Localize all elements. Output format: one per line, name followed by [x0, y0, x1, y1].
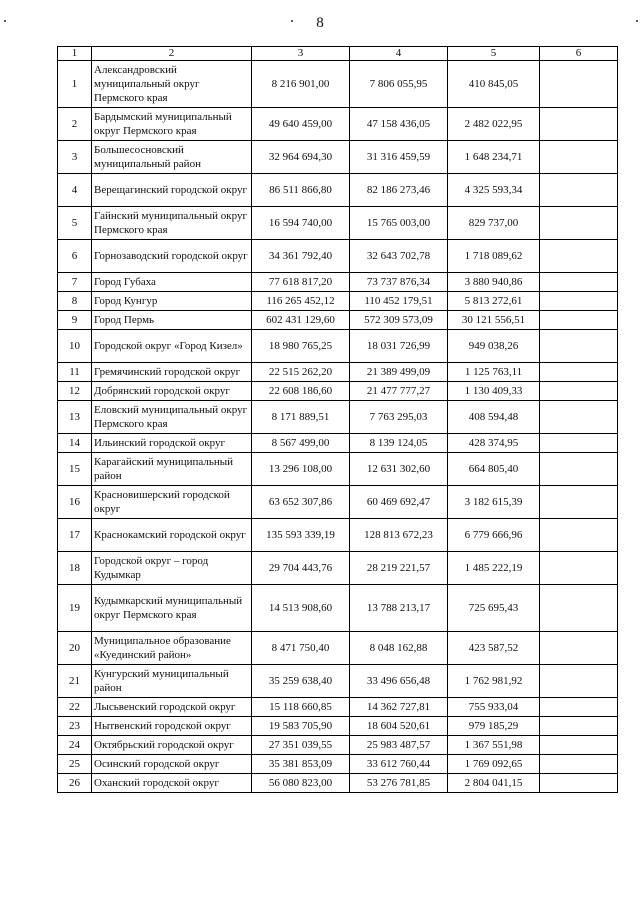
municipality-name-cell: Городской округ «Город Кизел» — [92, 330, 252, 363]
amount-cell-col4: 33 612 760,44 — [350, 755, 448, 774]
amount-cell-col6 — [540, 434, 618, 453]
row-number-cell: 13 — [58, 401, 92, 434]
amount-cell-col5: 30 121 556,51 — [448, 311, 540, 330]
amount-cell-col4: 82 186 273,46 — [350, 174, 448, 207]
amount-cell-col6 — [540, 736, 618, 755]
table-row — [58, 453, 618, 486]
amount-cell-col5: 725 695,43 — [448, 585, 540, 632]
header-cell: 2 — [92, 47, 252, 61]
amount-cell-col4: 7 763 295,03 — [350, 401, 448, 434]
amount-cell-col6 — [540, 665, 618, 698]
amount-cell-col5: 755 933,04 — [448, 698, 540, 717]
amount-cell-col6 — [540, 382, 618, 401]
amount-cell-col4: 60 469 692,47 — [350, 486, 448, 519]
table-row — [58, 141, 618, 174]
amount-cell-col4: 18 604 520,61 — [350, 717, 448, 736]
row-number-cell: 17 — [58, 519, 92, 552]
table-row — [58, 519, 618, 552]
amount-cell-col4: 14 362 727,81 — [350, 698, 448, 717]
row-number-cell: 26 — [58, 774, 92, 793]
amount-cell-col5: 2 482 022,95 — [448, 108, 540, 141]
table-row — [58, 774, 618, 793]
amount-cell-col6 — [540, 292, 618, 311]
header-cell: 4 — [350, 47, 448, 61]
row-number-cell: 7 — [58, 273, 92, 292]
table-row — [58, 174, 618, 207]
row-number-cell: 21 — [58, 665, 92, 698]
amount-cell-col3: 86 511 866,80 — [252, 174, 350, 207]
amount-cell-col5: 4 325 593,34 — [448, 174, 540, 207]
amount-cell-col6 — [540, 174, 618, 207]
amount-cell-col5: 408 594,48 — [448, 401, 540, 434]
amount-cell-col6 — [540, 632, 618, 665]
amount-cell-col3: 14 513 908,60 — [252, 585, 350, 632]
row-number-cell: 24 — [58, 736, 92, 755]
row-number-cell: 20 — [58, 632, 92, 665]
municipality-name-cell: Большесосновский муниципальный район — [92, 141, 252, 174]
municipality-name-cell: Город Пермь — [92, 311, 252, 330]
municipality-name-cell: Городской округ – город Кудымкар — [92, 552, 252, 585]
table-row — [58, 330, 618, 363]
amount-cell-col3: 8 171 889,51 — [252, 401, 350, 434]
amount-cell-col6 — [540, 453, 618, 486]
amount-cell-col4: 8 139 124,05 — [350, 434, 448, 453]
table-row — [58, 698, 618, 717]
amount-cell-col5: 829 737,00 — [448, 207, 540, 240]
amount-cell-col6 — [540, 311, 618, 330]
amount-cell-col4: 33 496 656,48 — [350, 665, 448, 698]
amount-cell-col5: 1 762 981,92 — [448, 665, 540, 698]
amount-cell-col5: 2 804 041,15 — [448, 774, 540, 793]
table-row — [58, 61, 618, 108]
row-number-cell: 4 — [58, 174, 92, 207]
amount-cell-col4: 128 813 672,23 — [350, 519, 448, 552]
row-number-cell: 1 — [58, 61, 92, 108]
amount-cell-col3: 19 583 705,90 — [252, 717, 350, 736]
amount-cell-col4: 73 737 876,34 — [350, 273, 448, 292]
amount-cell-col6 — [540, 61, 618, 108]
amount-cell-col3: 116 265 452,12 — [252, 292, 350, 311]
amount-cell-col3: 16 594 740,00 — [252, 207, 350, 240]
header-cell: 6 — [540, 47, 618, 61]
municipality-name-cell: Еловский муниципальный округ Пермского края — [92, 401, 252, 434]
row-number-cell: 14 — [58, 434, 92, 453]
amount-cell-col3: 8 216 901,00 — [252, 61, 350, 108]
amount-cell-col4: 110 452 179,51 — [350, 292, 448, 311]
header-cell: 3 — [252, 47, 350, 61]
amount-cell-col3: 22 608 186,60 — [252, 382, 350, 401]
amount-cell-col6 — [540, 273, 618, 292]
amount-cell-col5: 1 130 409,33 — [448, 382, 540, 401]
amount-cell-col3: 15 118 660,85 — [252, 698, 350, 717]
amount-cell-col6 — [540, 207, 618, 240]
amount-cell-col3: 8 567 499,00 — [252, 434, 350, 453]
municipality-name-cell: Верещагинский городской округ — [92, 174, 252, 207]
amount-cell-col5: 1 718 089,62 — [448, 240, 540, 273]
table-row — [58, 736, 618, 755]
row-number-cell: 6 — [58, 240, 92, 273]
amount-cell-col4: 28 219 221,57 — [350, 552, 448, 585]
amount-cell-col6 — [540, 486, 618, 519]
table-row — [58, 632, 618, 665]
municipality-name-cell: Осинский городской округ — [92, 755, 252, 774]
amount-cell-col5: 410 845,05 — [448, 61, 540, 108]
municipality-name-cell: Нытвенский городской округ — [92, 717, 252, 736]
table-row — [58, 585, 618, 632]
table-row — [58, 207, 618, 240]
scan-speck — [4, 20, 6, 22]
amount-cell-col4: 13 788 213,17 — [350, 585, 448, 632]
amount-cell-col6 — [540, 698, 618, 717]
amount-cell-col6 — [540, 108, 618, 141]
amount-cell-col3: 13 296 108,00 — [252, 453, 350, 486]
amount-cell-col5: 1 485 222,19 — [448, 552, 540, 585]
row-number-cell: 12 — [58, 382, 92, 401]
amount-cell-col5: 979 185,29 — [448, 717, 540, 736]
amount-cell-col4: 8 048 162,88 — [350, 632, 448, 665]
amount-cell-col4: 572 309 573,09 — [350, 311, 448, 330]
amount-cell-col6 — [540, 401, 618, 434]
amount-cell-col3: 29 704 443,76 — [252, 552, 350, 585]
table-row — [58, 552, 618, 585]
amount-cell-col3: 135 593 339,19 — [252, 519, 350, 552]
amount-cell-col5: 428 374,95 — [448, 434, 540, 453]
amount-cell-col3: 35 381 853,09 — [252, 755, 350, 774]
amount-cell-col6 — [540, 519, 618, 552]
row-number-cell: 19 — [58, 585, 92, 632]
amount-cell-col3: 22 515 262,20 — [252, 363, 350, 382]
row-number-cell: 3 — [58, 141, 92, 174]
row-number-cell: 25 — [58, 755, 92, 774]
amount-cell-col4: 47 158 436,05 — [350, 108, 448, 141]
amount-cell-col3: 77 618 817,20 — [252, 273, 350, 292]
amount-cell-col5: 3 880 940,86 — [448, 273, 540, 292]
amount-cell-col3: 27 351 039,55 — [252, 736, 350, 755]
amount-cell-col5: 949 038,26 — [448, 330, 540, 363]
table-row — [58, 434, 618, 453]
municipality-name-cell: Муниципальное образование «Куединский район» — [92, 632, 252, 665]
amount-cell-col3: 34 361 792,40 — [252, 240, 350, 273]
municipality-name-cell: Город Губаха — [92, 273, 252, 292]
amount-cell-col5: 3 182 615,39 — [448, 486, 540, 519]
municipality-name-cell: Карагайский муниципальный район — [92, 453, 252, 486]
amount-cell-col4: 32 643 702,78 — [350, 240, 448, 273]
amount-cell-col6 — [540, 755, 618, 774]
municipality-name-cell: Ильинский городской округ — [92, 434, 252, 453]
municipality-name-cell: Кудымкарский муниципальный округ Пермского края — [92, 585, 252, 632]
row-number-cell: 9 — [58, 311, 92, 330]
municipality-name-cell: Гремячинский городской округ — [92, 363, 252, 382]
municipality-name-cell: Лысьвенский городской округ — [92, 698, 252, 717]
table-row — [58, 717, 618, 736]
table-row — [58, 292, 618, 311]
amount-cell-col5: 664 805,40 — [448, 453, 540, 486]
header-cell: 5 — [448, 47, 540, 61]
municipality-name-cell: Оханский городской округ — [92, 774, 252, 793]
table-row — [58, 240, 618, 273]
row-number-cell: 15 — [58, 453, 92, 486]
table-row — [58, 486, 618, 519]
amount-cell-col3: 56 080 823,00 — [252, 774, 350, 793]
amount-cell-col3: 63 652 307,86 — [252, 486, 350, 519]
amount-cell-col5: 423 587,52 — [448, 632, 540, 665]
table-row — [58, 273, 618, 292]
header-cell: 1 — [58, 47, 92, 61]
header-row — [58, 47, 618, 61]
table-row — [58, 401, 618, 434]
table-row — [58, 363, 618, 382]
table-row — [58, 755, 618, 774]
table-row — [58, 311, 618, 330]
amount-cell-col6 — [540, 363, 618, 382]
amount-cell-col4: 18 031 726,99 — [350, 330, 448, 363]
budget-table — [57, 46, 618, 793]
municipality-name-cell: Бардымский муниципальный округ Пермского края — [92, 108, 252, 141]
amount-cell-col6 — [540, 585, 618, 632]
amount-cell-col5: 5 813 272,61 — [448, 292, 540, 311]
row-number-cell: 23 — [58, 717, 92, 736]
amount-cell-col3: 18 980 765,25 — [252, 330, 350, 363]
municipality-name-cell: Александровский муниципальный округ Пермского края — [92, 61, 252, 108]
scan-speck — [636, 20, 638, 22]
amount-cell-col6 — [540, 330, 618, 363]
amount-cell-col3: 602 431 129,60 — [252, 311, 350, 330]
amount-cell-col4: 25 983 487,57 — [350, 736, 448, 755]
amount-cell-col6 — [540, 240, 618, 273]
row-number-cell: 18 — [58, 552, 92, 585]
table-row — [58, 665, 618, 698]
table-body — [58, 61, 618, 793]
row-number-cell: 22 — [58, 698, 92, 717]
amount-cell-col4: 21 389 499,09 — [350, 363, 448, 382]
amount-cell-col3: 8 471 750,40 — [252, 632, 350, 665]
amount-cell-col5: 1 125 763,11 — [448, 363, 540, 382]
page-number: 8 — [316, 15, 324, 31]
row-number-cell: 11 — [58, 363, 92, 382]
amount-cell-col4: 15 765 003,00 — [350, 207, 448, 240]
municipality-name-cell: Гайнский муниципальный округ Пермского края — [92, 207, 252, 240]
amount-cell-col3: 32 964 694,30 — [252, 141, 350, 174]
municipality-name-cell: Красновишерский городской округ — [92, 486, 252, 519]
amount-cell-col4: 12 631 302,60 — [350, 453, 448, 486]
table-row — [58, 382, 618, 401]
amount-cell-col4: 21 477 777,27 — [350, 382, 448, 401]
table-row — [58, 108, 618, 141]
municipality-name-cell: Октябрьский городской округ — [92, 736, 252, 755]
scan-speck — [291, 20, 293, 22]
amount-cell-col6 — [540, 717, 618, 736]
municipality-name-cell: Горнозаводский городской округ — [92, 240, 252, 273]
row-number-cell: 5 — [58, 207, 92, 240]
amount-cell-col6 — [540, 552, 618, 585]
row-number-cell: 10 — [58, 330, 92, 363]
amount-cell-col3: 49 640 459,00 — [252, 108, 350, 141]
row-number-cell: 8 — [58, 292, 92, 311]
row-number-cell: 16 — [58, 486, 92, 519]
amount-cell-col6 — [540, 141, 618, 174]
municipality-name-cell: Краснокамский городской округ — [92, 519, 252, 552]
municipality-name-cell: Добрянский городской округ — [92, 382, 252, 401]
amount-cell-col4: 53 276 781,85 — [350, 774, 448, 793]
amount-cell-col5: 1 648 234,71 — [448, 141, 540, 174]
amount-cell-col5: 6 779 666,96 — [448, 519, 540, 552]
amount-cell-col5: 1 367 551,98 — [448, 736, 540, 755]
amount-cell-col6 — [540, 774, 618, 793]
amount-cell-col3: 35 259 638,40 — [252, 665, 350, 698]
row-number-cell: 2 — [58, 108, 92, 141]
amount-cell-col5: 1 769 092,65 — [448, 755, 540, 774]
municipality-name-cell: Кунгурский муниципальный район — [92, 665, 252, 698]
amount-cell-col4: 31 316 459,59 — [350, 141, 448, 174]
amount-cell-col4: 7 806 055,95 — [350, 61, 448, 108]
municipality-name-cell: Город Кунгур — [92, 292, 252, 311]
